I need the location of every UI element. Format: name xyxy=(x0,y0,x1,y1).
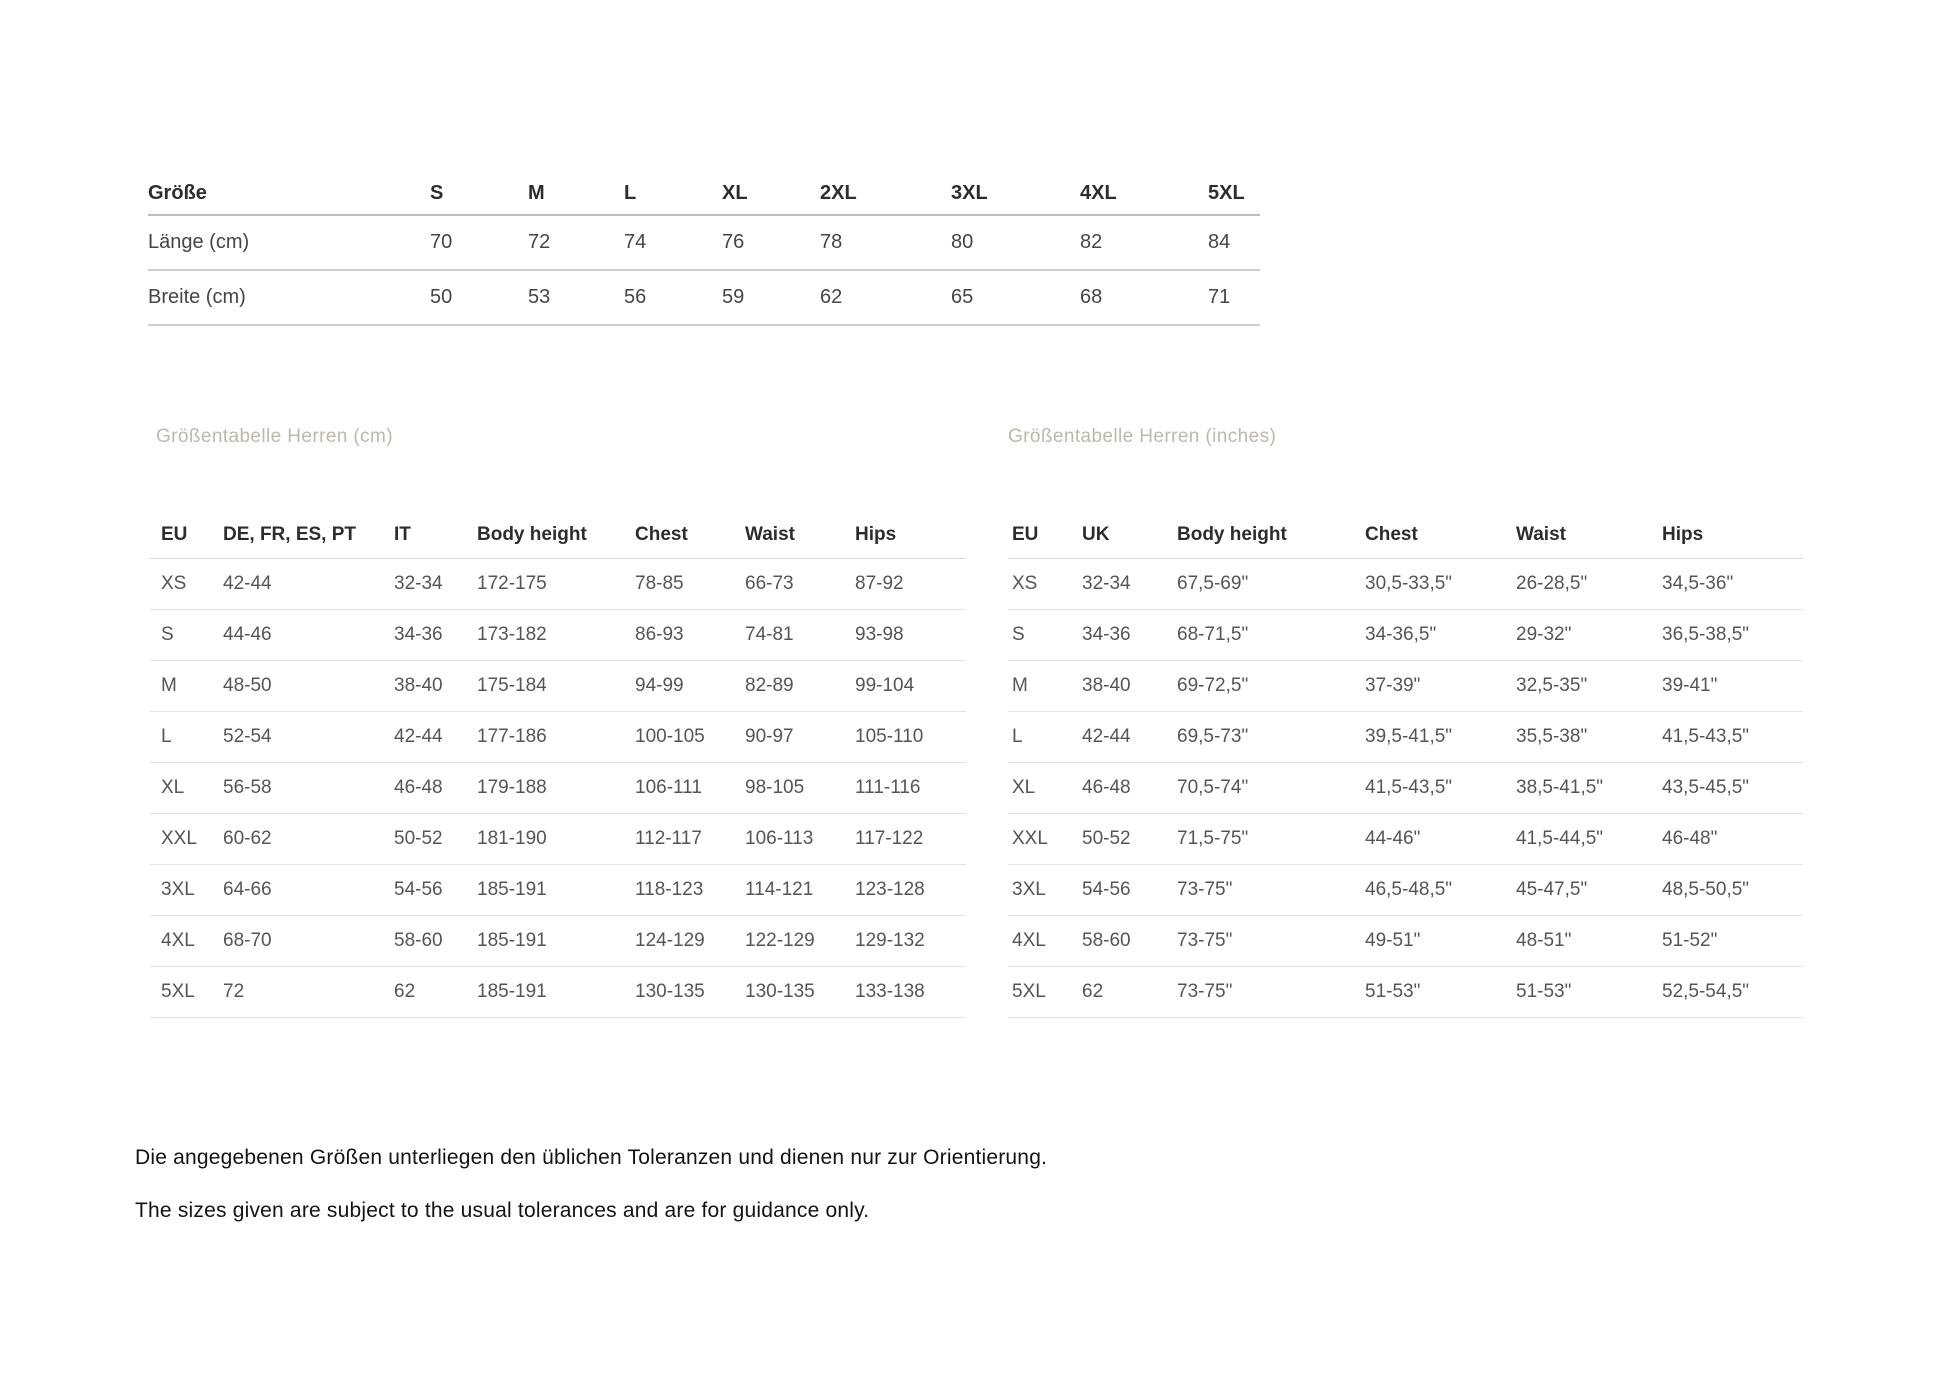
table-cell: XS xyxy=(1008,559,1082,610)
table-cell: 44-46" xyxy=(1365,814,1516,865)
column-header: Chest xyxy=(635,512,745,559)
table-cell: 74-81 xyxy=(745,610,855,661)
table-cell: 73-75" xyxy=(1177,865,1365,916)
column-header: 4XL xyxy=(1080,172,1208,215)
table-cell: 45-47,5" xyxy=(1516,865,1662,916)
table-cell: 111-116 xyxy=(855,763,966,814)
table-cell: 73-75" xyxy=(1177,967,1365,1018)
table-row xyxy=(150,712,966,763)
table-cell: 124-129 xyxy=(635,916,745,967)
table-cell: 86-93 xyxy=(635,610,745,661)
table-cell: 70 xyxy=(430,215,528,270)
table-cell: 185-191 xyxy=(477,865,635,916)
table-cell: 41,5-43,5" xyxy=(1365,763,1516,814)
table-cell: 71 xyxy=(1208,270,1260,325)
table-cell: 69,5-73" xyxy=(1177,712,1365,763)
table-cell: 35,5-38" xyxy=(1516,712,1662,763)
table-cell: 50 xyxy=(430,270,528,325)
table-cell: 4XL xyxy=(150,916,223,967)
table-row xyxy=(150,865,966,916)
column-header: M xyxy=(528,172,624,215)
table-cell: 87-92 xyxy=(855,559,966,610)
table-row xyxy=(150,661,966,712)
table-cell: 52,5-54,5" xyxy=(1662,967,1803,1018)
table-cell: 32-34 xyxy=(394,559,477,610)
table-cell: 54-56 xyxy=(1082,865,1177,916)
table-cell: 42-44 xyxy=(1082,712,1177,763)
column-header: S xyxy=(430,172,528,215)
table-cell: 51-53" xyxy=(1365,967,1516,1018)
column-header: XL xyxy=(722,172,820,215)
table-cell: 38,5-41,5" xyxy=(1516,763,1662,814)
table-cell: 185-191 xyxy=(477,916,635,967)
table-cell: S xyxy=(150,610,223,661)
table-cell: 67,5-69" xyxy=(1177,559,1365,610)
table-cell: 130-135 xyxy=(745,967,855,1018)
table-cell: 181-190 xyxy=(477,814,635,865)
mens-size-table-inches xyxy=(1008,512,1803,1018)
table-cell: 44-46 xyxy=(223,610,394,661)
table-row xyxy=(1008,967,1803,1018)
table-cell: 46-48 xyxy=(394,763,477,814)
table-cell: 71,5-75" xyxy=(1177,814,1365,865)
column-header: L xyxy=(624,172,722,215)
table-cell: M xyxy=(150,661,223,712)
table-cell: 130-135 xyxy=(635,967,745,1018)
table-cell: 48-51" xyxy=(1516,916,1662,967)
table-cell: 56-58 xyxy=(223,763,394,814)
table-cell: 106-113 xyxy=(745,814,855,865)
table-cell: 51-53" xyxy=(1516,967,1662,1018)
table-cell: 114-121 xyxy=(745,865,855,916)
column-header: 3XL xyxy=(951,172,1080,215)
table-cell: XXL xyxy=(1008,814,1082,865)
table-cell: 43,5-45,5" xyxy=(1662,763,1803,814)
table-cell: 123-128 xyxy=(855,865,966,916)
table-cell: 48-50 xyxy=(223,661,394,712)
disclaimer-german: Die angegebenen Größen unterliegen den üblichen Toleranzen und dienen nur zur Orientierung. xyxy=(135,1146,1048,1169)
table-cell: 185-191 xyxy=(477,967,635,1018)
mens-size-table-cm xyxy=(150,512,966,1018)
table-row xyxy=(1008,916,1803,967)
column-header: Body height xyxy=(477,512,635,559)
table-cell: 34-36,5" xyxy=(1365,610,1516,661)
table-cell: 42-44 xyxy=(223,559,394,610)
table-cell: 58-60 xyxy=(1082,916,1177,967)
table-cell: 68-70 xyxy=(223,916,394,967)
table-cell: 37-39" xyxy=(1365,661,1516,712)
table-cell: S xyxy=(1008,610,1082,661)
table-cell: 68 xyxy=(1080,270,1208,325)
table-row xyxy=(150,610,966,661)
table-row xyxy=(148,215,1260,270)
table-cell: 52-54 xyxy=(223,712,394,763)
table-cell: 39-41" xyxy=(1662,661,1803,712)
column-header: EU xyxy=(150,512,223,559)
table-cell: 179-188 xyxy=(477,763,635,814)
table-header-row xyxy=(1008,512,1803,559)
table-header-row xyxy=(150,512,966,559)
table-cell: 62 xyxy=(394,967,477,1018)
table-cell: 90-97 xyxy=(745,712,855,763)
column-header: Waist xyxy=(745,512,855,559)
table-cell: 93-98 xyxy=(855,610,966,661)
table-cell: 56 xyxy=(624,270,722,325)
table-cell: 72 xyxy=(528,215,624,270)
table-cell: 39,5-41,5" xyxy=(1365,712,1516,763)
table-cell: 32,5-35" xyxy=(1516,661,1662,712)
table-cell: 70,5-74" xyxy=(1177,763,1365,814)
table-row xyxy=(1008,610,1803,661)
table-cell: 49-51" xyxy=(1365,916,1516,967)
table-cell: 34,5-36" xyxy=(1662,559,1803,610)
table-cell: 53 xyxy=(528,270,624,325)
table-cell: 4XL xyxy=(1008,916,1082,967)
table-cell: M xyxy=(1008,661,1082,712)
table-cell: 51-52" xyxy=(1662,916,1803,967)
table-cell: 54-56 xyxy=(394,865,477,916)
table-cell: 82 xyxy=(1080,215,1208,270)
table-cell: 46,5-48,5" xyxy=(1365,865,1516,916)
mens-size-table-cm-container xyxy=(150,512,966,1018)
table-cell: 42-44 xyxy=(394,712,477,763)
table-cell: L xyxy=(1008,712,1082,763)
table-cell: 62 xyxy=(820,270,951,325)
table-cell: 5XL xyxy=(1008,967,1082,1018)
table-cell: 80 xyxy=(951,215,1080,270)
table-cell: 32-34 xyxy=(1082,559,1177,610)
table-cell: 34-36 xyxy=(1082,610,1177,661)
table-cell: 3XL xyxy=(150,865,223,916)
table-cell: 48,5-50,5" xyxy=(1662,865,1803,916)
table-cell: 69-72,5" xyxy=(1177,661,1365,712)
shirt-dimensions-table-container xyxy=(148,172,1260,326)
table-row xyxy=(150,967,966,1018)
table-cell: 60-62 xyxy=(223,814,394,865)
table-cell: 117-122 xyxy=(855,814,966,865)
column-header: Größe xyxy=(148,172,430,215)
table-cell: 5XL xyxy=(150,967,223,1018)
table-cell: 129-132 xyxy=(855,916,966,967)
table-row xyxy=(150,559,966,610)
column-header: Hips xyxy=(1662,512,1803,559)
table-row xyxy=(1008,661,1803,712)
table-row xyxy=(150,814,966,865)
table-cell: XS xyxy=(150,559,223,610)
mens-size-table-inches-container xyxy=(1008,512,1803,1018)
table-cell: 94-99 xyxy=(635,661,745,712)
table-cell: 112-117 xyxy=(635,814,745,865)
table-row xyxy=(148,270,1260,325)
table-cell: 172-175 xyxy=(477,559,635,610)
table-cell: 100-105 xyxy=(635,712,745,763)
table-row xyxy=(150,916,966,967)
table-cell: 65 xyxy=(951,270,1080,325)
column-header: Hips xyxy=(855,512,966,559)
table-cell: 78-85 xyxy=(635,559,745,610)
table-cell: 29-32" xyxy=(1516,610,1662,661)
section-title-inches: Größentabelle Herren (inches) xyxy=(1008,426,1277,447)
table-header-row xyxy=(148,172,1260,215)
column-header: Waist xyxy=(1516,512,1662,559)
table-cell: 26-28,5" xyxy=(1516,559,1662,610)
table-cell: 133-138 xyxy=(855,967,966,1018)
table-cell: 34-36 xyxy=(394,610,477,661)
column-header: UK xyxy=(1082,512,1177,559)
column-header: Body height xyxy=(1177,512,1365,559)
table-cell: 30,5-33,5" xyxy=(1365,559,1516,610)
table-cell: 36,5-38,5" xyxy=(1662,610,1803,661)
table-cell: 173-182 xyxy=(477,610,635,661)
table-cell: 76 xyxy=(722,215,820,270)
column-header: Chest xyxy=(1365,512,1516,559)
table-cell: 62 xyxy=(1082,967,1177,1018)
disclaimer-english: The sizes given are subject to the usual tolerances and are for guidance only. xyxy=(135,1199,870,1222)
table-cell: 46-48" xyxy=(1662,814,1803,865)
table-cell: 177-186 xyxy=(477,712,635,763)
table-cell: 106-111 xyxy=(635,763,745,814)
column-header: DE, FR, ES, PT xyxy=(223,512,394,559)
section-title-cm: Größentabelle Herren (cm) xyxy=(156,426,394,447)
table-cell: 58-60 xyxy=(394,916,477,967)
table-cell: 64-66 xyxy=(223,865,394,916)
shirt-dimensions-table xyxy=(148,172,1260,326)
table-cell: XXL xyxy=(150,814,223,865)
table-cell: 122-129 xyxy=(745,916,855,967)
table-cell: 68-71,5" xyxy=(1177,610,1365,661)
table-cell: 84 xyxy=(1208,215,1260,270)
table-cell: 41,5-43,5" xyxy=(1662,712,1803,763)
table-cell: 59 xyxy=(722,270,820,325)
table-cell: 72 xyxy=(223,967,394,1018)
column-header: 2XL xyxy=(820,172,951,215)
table-row xyxy=(1008,712,1803,763)
table-cell: 38-40 xyxy=(394,661,477,712)
table-cell: 3XL xyxy=(1008,865,1082,916)
table-row xyxy=(1008,763,1803,814)
table-cell: L xyxy=(150,712,223,763)
table-cell: 74 xyxy=(624,215,722,270)
table-cell: 66-73 xyxy=(745,559,855,610)
table-row xyxy=(1008,865,1803,916)
table-cell: 41,5-44,5" xyxy=(1516,814,1662,865)
table-cell: 78 xyxy=(820,215,951,270)
table-cell: 98-105 xyxy=(745,763,855,814)
table-cell: 73-75" xyxy=(1177,916,1365,967)
table-cell: Länge (cm) xyxy=(148,215,430,270)
table-cell: Breite (cm) xyxy=(148,270,430,325)
table-row xyxy=(1008,559,1803,610)
table-cell: XL xyxy=(1008,763,1082,814)
column-header: IT xyxy=(394,512,477,559)
column-header: EU xyxy=(1008,512,1082,559)
table-cell: 46-48 xyxy=(1082,763,1177,814)
table-row xyxy=(150,763,966,814)
table-cell: 82-89 xyxy=(745,661,855,712)
table-cell: 50-52 xyxy=(394,814,477,865)
table-cell: 99-104 xyxy=(855,661,966,712)
table-cell: XL xyxy=(150,763,223,814)
table-cell: 38-40 xyxy=(1082,661,1177,712)
table-cell: 105-110 xyxy=(855,712,966,763)
table-cell: 50-52 xyxy=(1082,814,1177,865)
column-header: 5XL xyxy=(1208,172,1260,215)
table-cell: 118-123 xyxy=(635,865,745,916)
table-cell: 175-184 xyxy=(477,661,635,712)
table-row xyxy=(1008,814,1803,865)
